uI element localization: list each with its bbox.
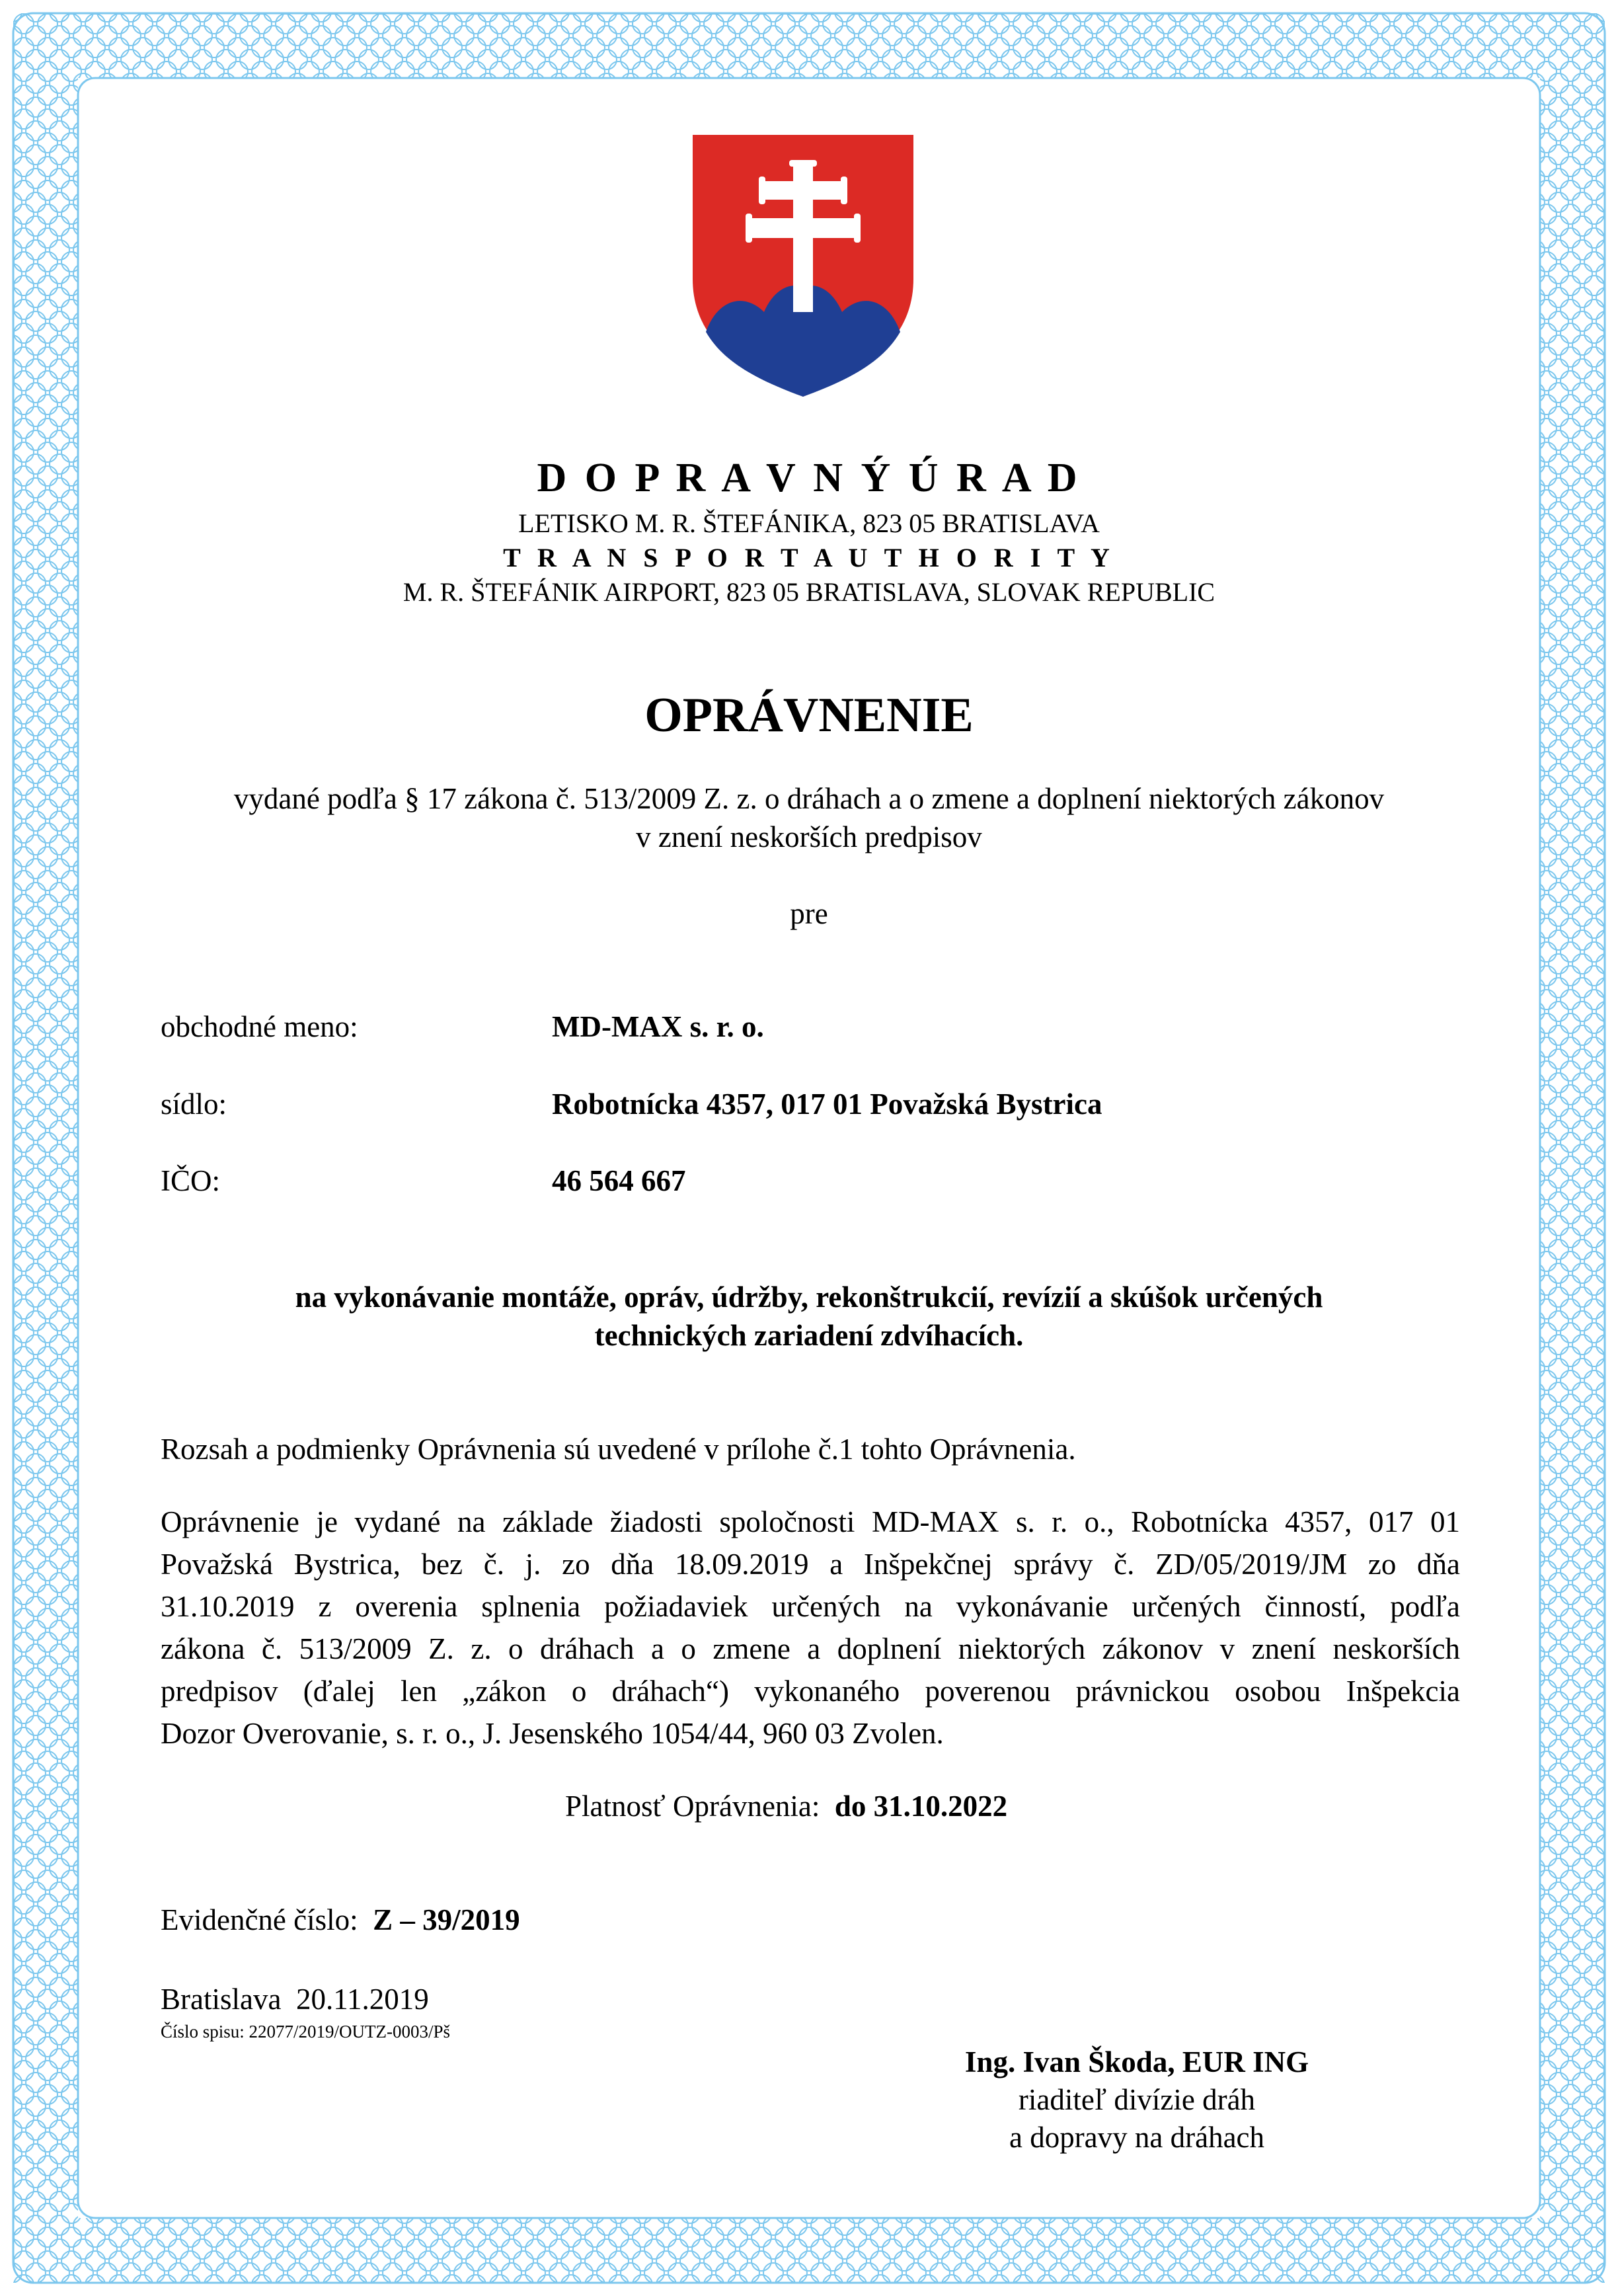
validity [565, 1789, 1007, 1823]
ico-value: 46 564 667 [552, 1164, 686, 1197]
scope-line-1: na vykonávanie montáže, opráv, údržby, rekonštrukcií, revízií a skúšok určených [295, 1281, 1323, 1314]
scope-line-2: technických zariadení zdvíhacích. [594, 1319, 1024, 1352]
legal-basis-line-1: vydané podľa § 17 zákona č. 513/2009 Z. z. o dráhach a o zmene a doplnení niektorých zákonov [233, 782, 1385, 815]
record-number-label: Evidenčné číslo: [161, 1903, 358, 1936]
validity-label: Platnosť Oprávnenia: [565, 1790, 820, 1823]
coat-of-arms-emblem [691, 134, 915, 398]
business-name-label: obchodné meno: [161, 1010, 358, 1043]
range-conditions-text: Rozsah a podmienky Oprávnenia sú uvedené v prílohe č.1 tohto Oprávnenia. [161, 1433, 1076, 1466]
signatory-title-1: riaditeľ divízie dráh [1018, 2083, 1256, 2116]
authority-name-en: T R A N S P O R T A U T H O R I T Y [503, 543, 1115, 573]
signatory-name: Ing. Ivan Škoda, EUR ING [964, 2045, 1309, 2078]
legal-basis-line-2: v znení neskorších predpisov [636, 820, 982, 853]
record-number-value: Z – 39/2019 [373, 1903, 520, 1936]
basis-line: Dozor Overovanie, s. r. o., J. Jesenského 1054/44, 960 03 Zvolen. [161, 1717, 944, 1750]
authority-name-sk: D O P R A V N Ý Ú R A D [537, 455, 1081, 500]
basis-line: zákona č. 513/2009 Z. z. o dráhach a o zmene a doplnení niektorých zákonov v znení neskorších [161, 1632, 1460, 1665]
authority-address-en: M. R. ŠTEFÁNIK AIRPORT, 823 05 BRATISLAVA, SLOVAK REPUBLIC [403, 577, 1215, 607]
record-number [161, 1903, 520, 1937]
ico-label: IČO: [161, 1164, 220, 1197]
place-and-date: Bratislava 20.11.2019 [161, 1983, 429, 2016]
basis-line: Oprávnenie je vydané na základe žiadosti spoločnosti MD-MAX s. r. o., Robotnícka 4357, 017 01 [161, 1505, 1460, 1538]
basis-line: 31.10.2019 z overenia splnenia požiadaviek určených na vykonávanie určených činností, podľa [161, 1590, 1460, 1623]
basis-line: Považská Bystrica, bez č. j. zo dňa 18.09.2019 a Inšpekčnej správy č. ZD/05/2019/JM zo dňa [161, 1548, 1460, 1581]
basis-line: predpisov (ďalej len „zákon o dráhach“) vykonaného poverenou právnickou osobou Inšpekcia [161, 1675, 1460, 1708]
validity-value: do 31.10.2022 [834, 1790, 1008, 1823]
pre-label: pre [790, 897, 828, 930]
business-name-value: MD-MAX s. r. o. [552, 1010, 764, 1043]
seat-value: Robotnícka 4357, 017 01 Považská Bystrica [552, 1088, 1102, 1121]
signatory-title-2: a dopravy na dráhach [1009, 2121, 1265, 2154]
file-number: Číslo spisu: 22077/2019/OUTZ-0003/Pš [161, 2022, 451, 2041]
authority-address-sk: LETISKO M. R. ŠTEFÁNIKA, 823 05 BRATISLAVA [518, 508, 1100, 538]
seat-label: sídlo: [161, 1088, 227, 1121]
basis-paragraph [161, 1501, 1460, 1755]
document-title: OPRÁVNENIE [644, 688, 974, 742]
